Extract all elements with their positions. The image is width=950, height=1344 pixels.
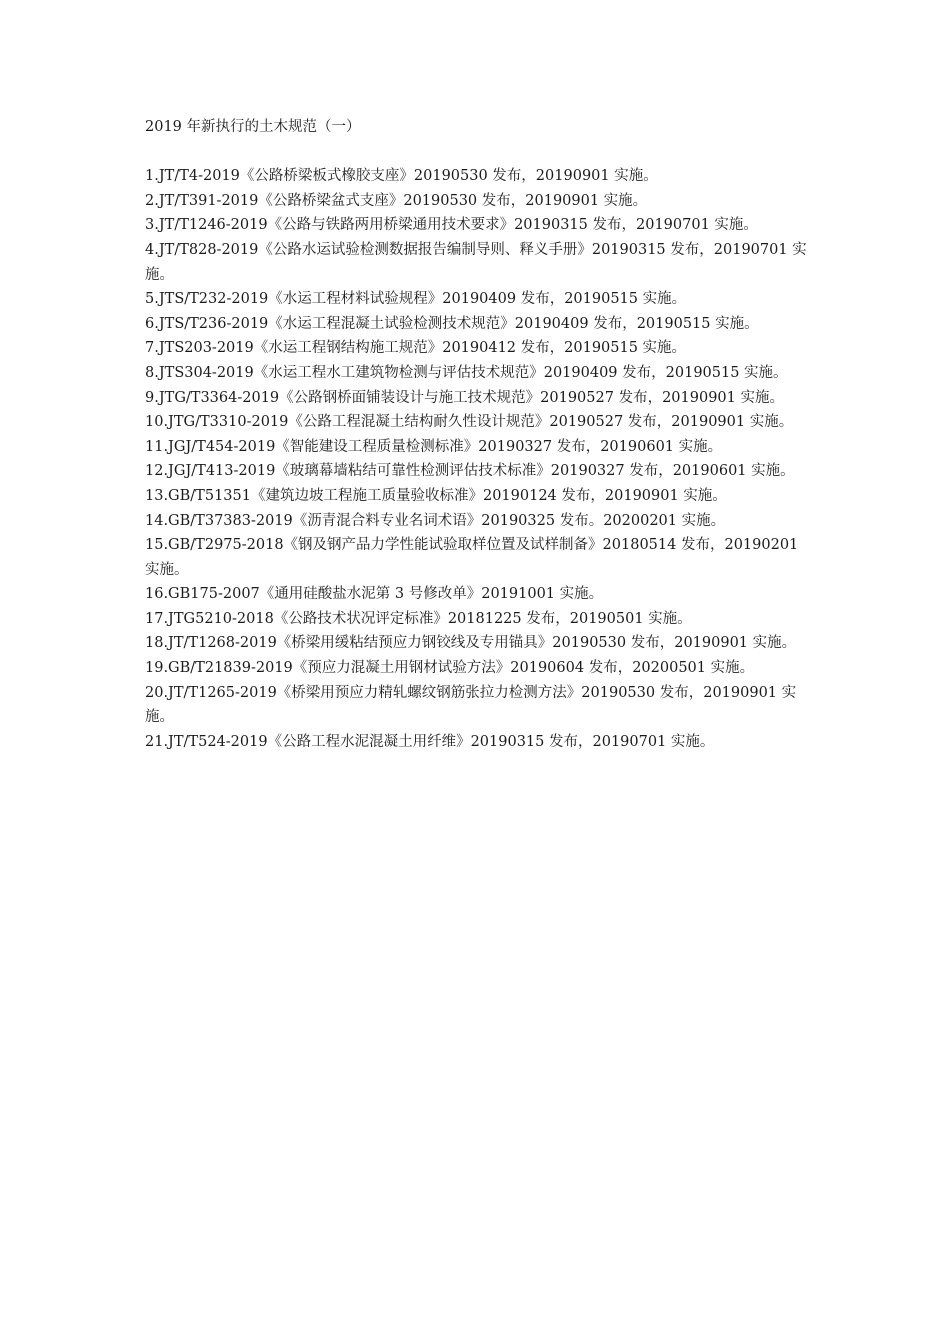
list-item: 2.JT/T391-2019《公路桥梁盆式支座》20190530 发布，20190901 实施。: [145, 192, 648, 209]
list-item: 19.GB/T21839-2019《预应力混凝土用钢材试验方法》20190604 发布，20200501 实施。: [145, 660, 755, 677]
list-item: 14.GB/T37383-2019《沥青混合料专业名词术语》20190325 发布。20200201 实施。: [145, 512, 726, 529]
list-item: 1.JT/T4-2019《公路桥梁板式橡胶支座》20190530 发布，20190901 实施。: [145, 168, 658, 185]
list-item: 7.JTS203-2019《水运工程钢结构施工规范》20190412 发布，20190515 实施。: [145, 340, 687, 357]
document-body: [145, 115, 815, 754]
list-item: 18.JT/T1268-2019《桥梁用缓粘结预应力钢铰线及专用锚具》20190530 发布，20190901 实施。: [145, 635, 797, 652]
list-item: 6.JTS/T236-2019《水运工程混凝土试验检测技术规范》20190409 发布，20190515 实施。: [145, 315, 759, 332]
standards-list: [145, 164, 815, 754]
list-item: 16.GB175-2007《通用硅酸盐水泥第 3 号修改单》20191001 实施。: [145, 586, 604, 603]
list-item: 11.JGJ/T454-2019《智能建设工程质量检测标准》20190327 发布，20190601 实施。: [145, 438, 723, 455]
document-title: 2019 年新执行的土木规范（一）: [145, 119, 361, 135]
list-item: 12.JGJ/T413-2019《玻璃幕墙粘结可靠性检测评估技术标准》20190327 发布，20190601 实施。: [145, 463, 795, 480]
list-item: 21.JT/T524-2019《公路工程水泥混凝土用纤维》20190315 发布，20190701 实施。: [145, 733, 715, 750]
list-item: 4.JT/T828-2019《公路水运试验检测数据报告编制导则、释义手册》20190315 发布，20190701 实施。: [145, 241, 807, 283]
list-item: 15.GB/T2975-2018《钢及钢产品力学性能试验取样位置及试样制备》20180514 发布，20190201 实施。: [145, 537, 799, 578]
list-item: 13.GB/T51351《建筑边坡工程施工质量验收标准》20190124 发布，20190901 实施。: [145, 487, 727, 504]
list-item: 8.JTS304-2019《水运工程水工建筑物检测与评估技术规范》20190409 发布，20190515 实施。: [145, 364, 788, 381]
list-item: 5.JTS/T232-2019《水运工程材料试验规程》20190409 发布，20190515 实施。: [145, 291, 687, 308]
list-item: 20.JT/T1265-2019《桥梁用预应力精轧螺纹钢筋张拉力检测方法》20190530 发布，20190901 实施。: [145, 684, 797, 726]
list-item: 10.JTG/T3310-2019《公路工程混凝土结构耐久性设计规范》20190527 发布，20190901 实施。: [145, 414, 794, 431]
list-item: 3.JT/T1246-2019《公路与铁路两用桥梁通用技术要求》20190315 发布，20190701 实施。: [145, 217, 758, 234]
list-item: 9.JTG/T3364-2019《公路钢桥面铺装设计与施工技术规范》20190527 发布，20190901 实施。: [145, 389, 784, 406]
list-item: 17.JTG5210-2018《公路技术状况评定标准》20181225 发布，20190501 实施。: [145, 610, 692, 627]
